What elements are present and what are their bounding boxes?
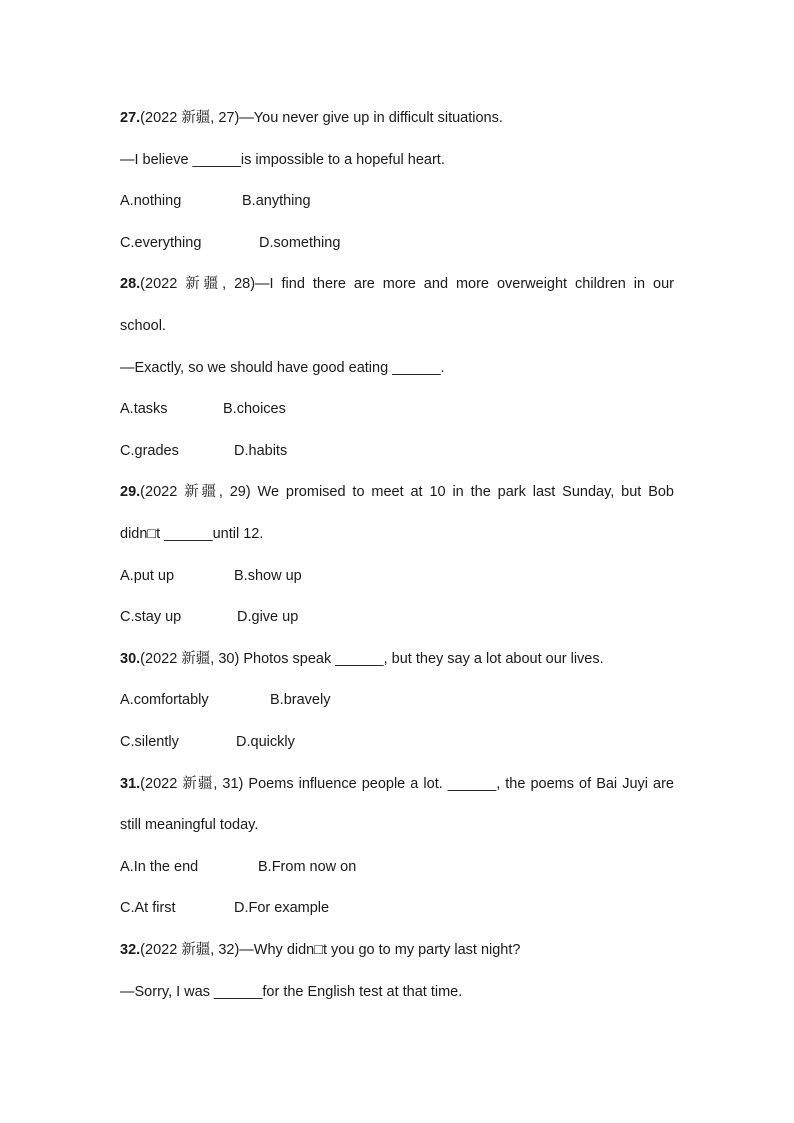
option-b: B.From now on bbox=[258, 859, 357, 875]
option-d: D.something bbox=[259, 235, 341, 251]
option-d: D.quickly bbox=[236, 734, 295, 750]
question-text: (2022 新疆, 27)—You never give up in difficult situations. bbox=[140, 110, 503, 126]
option-a: A.tasks bbox=[120, 401, 168, 417]
option-c: C.At first bbox=[120, 900, 176, 916]
question-29-options-row-1 bbox=[120, 566, 674, 586]
question-text: (2022 新疆, 28)—I find there are more and more overweight children in our bbox=[140, 276, 674, 292]
option-b: B.bravely bbox=[270, 692, 331, 708]
question-31-line-1 bbox=[120, 774, 674, 794]
option-a: A.nothing bbox=[120, 193, 182, 209]
option-b: B.show up bbox=[234, 568, 302, 584]
question-30-line-1 bbox=[120, 649, 674, 669]
option-d: D.For example bbox=[234, 900, 330, 916]
question-28-line-2: school. bbox=[120, 318, 166, 334]
question-32-line-2: —Sorry, I was ______for the English test at that time. bbox=[120, 984, 463, 1000]
option-d: D.habits bbox=[234, 443, 288, 459]
question-28-options-row-2 bbox=[120, 441, 674, 461]
question-number: 29. bbox=[120, 484, 141, 500]
option-b: B.anything bbox=[242, 193, 311, 209]
question-30-options-row-2 bbox=[120, 732, 674, 752]
option-c: C.silently bbox=[120, 734, 179, 750]
option-d: D.give up bbox=[237, 609, 299, 625]
question-27-options-row-1 bbox=[120, 191, 674, 211]
option-a: A.put up bbox=[120, 568, 175, 584]
question-30-options-row-1 bbox=[120, 690, 674, 710]
option-c: C.stay up bbox=[120, 609, 182, 625]
question-number: 27. bbox=[120, 110, 141, 126]
question-27-line-2: —I believe ______is impossible to a hopeful heart. bbox=[120, 152, 445, 168]
question-31-line-2: still meaningful today. bbox=[120, 817, 259, 833]
option-b: B.choices bbox=[223, 401, 286, 417]
question-31-options-row-1 bbox=[120, 857, 674, 877]
option-a: A.In the end bbox=[120, 859, 199, 875]
question-28-line-1 bbox=[120, 274, 674, 294]
question-29-options-row-2 bbox=[120, 607, 674, 627]
question-text: (2022 新疆, 29) We promised to meet at 10 in the park last Sunday, but Bob bbox=[140, 484, 674, 500]
question-number: 32. bbox=[120, 942, 141, 958]
question-27-options-row-2 bbox=[120, 233, 674, 253]
question-29-line-1 bbox=[120, 482, 674, 502]
question-29-line-2: didn□t ______until 12. bbox=[120, 526, 264, 542]
option-c: C.everything bbox=[120, 235, 202, 251]
option-c: C.grades bbox=[120, 443, 179, 459]
question-text: (2022 新疆, 32)—Why didn□t you go to my party last night? bbox=[140, 942, 521, 958]
question-number: 28. bbox=[120, 276, 141, 292]
question-27-line-1 bbox=[120, 108, 674, 128]
question-28-options-row-1 bbox=[120, 399, 674, 419]
question-32-line-1 bbox=[120, 940, 674, 960]
question-text: (2022 新疆, 31) Poems influence people a lot. ______, the poems of Bai Juyi are bbox=[140, 776, 674, 792]
question-28-line-3: —Exactly, so we should have good eating ______. bbox=[120, 360, 445, 376]
question-number: 30. bbox=[120, 651, 141, 667]
option-a: A.comfortably bbox=[120, 692, 209, 708]
question-text: (2022 新疆, 30) Photos speak ______, but they say a lot about our lives. bbox=[140, 651, 604, 667]
question-31-options-row-2 bbox=[120, 898, 674, 918]
question-number: 31. bbox=[120, 776, 141, 792]
